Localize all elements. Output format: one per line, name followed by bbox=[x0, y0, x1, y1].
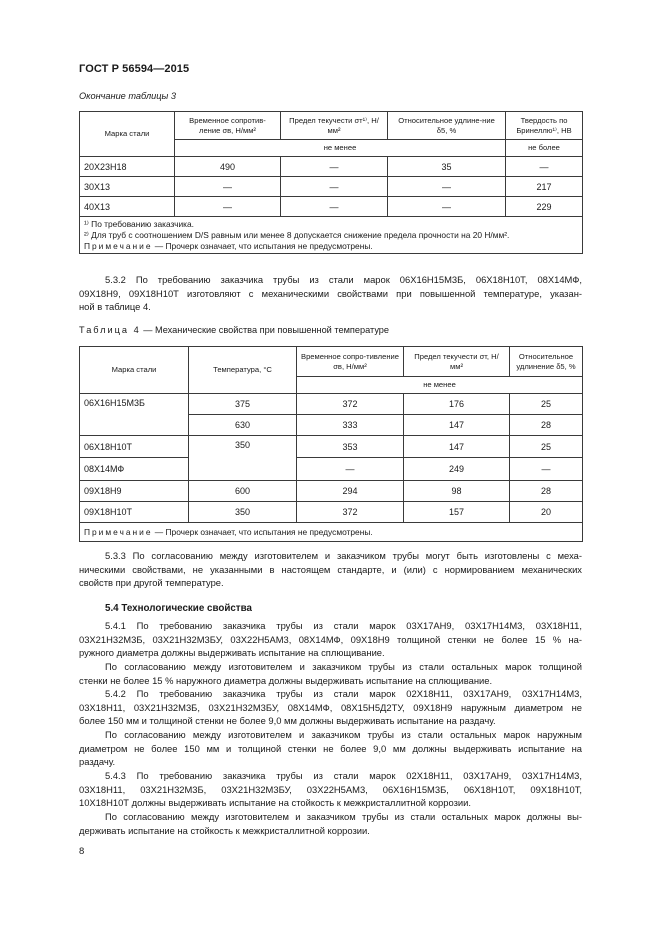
table3-header-elongation: Относительное удлине-ние δ5, % bbox=[388, 112, 506, 140]
cell-yield: 157 bbox=[404, 502, 510, 523]
paragraph-5-4-1-agreement bbox=[79, 660, 582, 687]
text-line: 5.4.2 По требованию заказчика трубы из стали марок 02Х18Н11, 03Х17АН9, 03Х17Н14М3, bbox=[105, 688, 582, 699]
text-line: По согласованию между изготовителем и заказчиком трубы из стали остальных марок наружным bbox=[105, 729, 582, 740]
cell-tensile: 333 bbox=[297, 415, 404, 436]
page-number: 8 bbox=[79, 846, 85, 857]
cell-temperature: 630 bbox=[189, 415, 297, 436]
cell-grade: 20Х23Н18 bbox=[80, 157, 175, 177]
table4-note bbox=[80, 523, 583, 542]
table4 bbox=[79, 346, 583, 542]
table3-header-grade: Марка стали bbox=[80, 112, 175, 157]
table-row bbox=[80, 197, 583, 217]
cell-elongation: 25 bbox=[510, 394, 583, 415]
table-row bbox=[80, 502, 583, 523]
table3-header-yield: Предел текучести σт¹⁾, Н/мм² bbox=[281, 112, 388, 140]
cell-temperature: 350 bbox=[189, 436, 297, 481]
text-line: 5.3.2 По требованию заказчика трубы из стали марок 06Х16Н15М3Б, 06Х18Н10Т, 08Х14МФ, bbox=[105, 274, 582, 285]
text-line: 5.4.3 По требованию заказчика трубы из стали марок 02Х18Н11, 03Х17АН9, 03Х17Н14М3, bbox=[105, 770, 582, 781]
cell-tensile: — bbox=[175, 177, 281, 197]
table-row bbox=[80, 177, 583, 197]
table3-note bbox=[84, 241, 578, 252]
note-text: — Прочерк означает, что испытания не предусмотрены. bbox=[152, 526, 373, 537]
cell-grade: 06Х16Н15М3Б bbox=[80, 394, 189, 436]
cell-grade: 09Х18Н9 bbox=[80, 481, 189, 502]
table3 bbox=[79, 111, 583, 254]
text-line: 5.3.3 По согласованию между изготовителем и заказчиком трубы могут быть изготовлены с меха- bbox=[105, 550, 582, 561]
cell-grade: 06Х18Н10Т bbox=[80, 436, 189, 458]
text-line: держивать испытание на стойкость к межкристаллитной коррозии. bbox=[79, 824, 370, 836]
table-row bbox=[80, 458, 583, 481]
cell-elongation: — bbox=[510, 458, 583, 481]
paragraph-5-4-1 bbox=[79, 619, 582, 660]
cell-yield: — bbox=[281, 177, 388, 197]
cell-tensile: 490 bbox=[175, 157, 281, 177]
text-line: 03Х21Н32М3Б, 03Х21Н32М3БУ, 03Х22Н5АМ3, 08Х14МФ, 09Х18Н9 толщиной стенки не более 15 % на- bbox=[79, 633, 582, 645]
paragraph-5-4-3 bbox=[79, 769, 582, 810]
table4-header-grade: Марка стали bbox=[80, 347, 189, 394]
text-line: 5.4.1 По требованию заказчика трубы из стали марок 03Х17АН9, 03Х17Н14М3, 03Х18Н11, bbox=[105, 620, 582, 631]
cell-elongation: 28 bbox=[510, 415, 583, 436]
note-text: — Прочерк означает, что испытания не предусмотрены. bbox=[152, 240, 373, 251]
cell-elongation: — bbox=[388, 177, 506, 197]
cell-tensile: 372 bbox=[297, 502, 404, 523]
paragraph-5-3-3 bbox=[79, 549, 582, 590]
cell-temperature: 600 bbox=[189, 481, 297, 502]
table4-caption bbox=[79, 325, 389, 335]
table3-caption: Окончание таблицы 3 bbox=[79, 91, 176, 101]
cell-yield: 147 bbox=[404, 436, 510, 458]
text-line: 09Х18Н9, 09Х18Н10Т изготовляют с механическими свойствами при повышенной температуре, указан- bbox=[79, 287, 582, 299]
table3-footnote-1: ¹⁾ По требованию заказчика. bbox=[84, 219, 194, 229]
table-row bbox=[80, 436, 583, 458]
paragraph-5-4-2 bbox=[79, 687, 582, 728]
cell-yield: 147 bbox=[404, 415, 510, 436]
cell-hardness: 229 bbox=[506, 197, 583, 217]
paragraph-5-4-3-agreement bbox=[79, 810, 582, 837]
note-label: Примечание bbox=[84, 526, 153, 537]
text-line: стенки не более 15 % наружного диаметра должны выдерживать испытание на сплющивание. bbox=[79, 674, 493, 686]
cell-hardness: 217 bbox=[506, 177, 583, 197]
cell-elongation: 25 bbox=[510, 436, 583, 458]
cell-tensile: 294 bbox=[297, 481, 404, 502]
cell-grade: 30Х13 bbox=[80, 177, 175, 197]
text-line: ническими свойствами, не указанными в настоящем стандарте, и (или) с нормированием механических bbox=[79, 563, 582, 575]
table4-caption-text: — Механические свойства при повышенной температуре bbox=[140, 325, 390, 335]
cell-yield: — bbox=[281, 197, 388, 217]
cell-tensile: 372 bbox=[297, 394, 404, 415]
text-line: более 150 мм и толщиной стенки не более 9,0 мм должны выдерживать испытание на раздачу. bbox=[79, 715, 496, 727]
text-line: 03Х18Н11, 03Х21Н32М3Б, 03Х21Н32М3БУ, 03Х22Н5АМ3, 06Х16Н15М3Б, 06Х18Н10Т, 09Х18Н10Т, bbox=[79, 783, 582, 795]
text-line: свойств при другой температуре. bbox=[79, 577, 224, 589]
table-row bbox=[80, 157, 583, 177]
cell-yield: 98 bbox=[404, 481, 510, 502]
text-line: ной в таблице 4. bbox=[79, 301, 151, 313]
table4-caption-label: Таблица 4 bbox=[79, 325, 141, 335]
cell-hardness: — bbox=[506, 157, 583, 177]
paragraph-5-3-2 bbox=[79, 273, 582, 314]
table4-header-elongation: Относительное удлинение δ5, % bbox=[510, 347, 583, 377]
text-line: диаметром не более 150 мм и толщиной стенки не более 9,0 мм должны выдерживать испытание на bbox=[79, 742, 582, 754]
cell-tensile: — bbox=[175, 197, 281, 217]
table4-header-tensile: Временное сопро-тивление σв, Н/мм² bbox=[297, 347, 404, 377]
cell-elongation: — bbox=[388, 197, 506, 217]
cell-tensile: 353 bbox=[297, 436, 404, 458]
table4-header-temperature: Температура, °С bbox=[189, 347, 297, 394]
cell-yield: 249 bbox=[404, 458, 510, 481]
table4-subheader-min: не менее bbox=[297, 377, 583, 394]
section-title-5-4: 5.4 Технологические свойства bbox=[105, 603, 252, 614]
table3-footnote-2: ²⁾ Для труб с соотношением D/S равным или менее 8 допускается снижение предела прочности на 20 Н/мм². bbox=[84, 229, 510, 240]
note-label: Примечание bbox=[84, 240, 153, 251]
cell-elongation: 35 bbox=[388, 157, 506, 177]
table3-subheader-max: не более bbox=[506, 140, 583, 157]
text-line: По согласованию между изготовителем и заказчиком трубы из стали остальных марок толщиной bbox=[105, 661, 582, 672]
paragraph-5-4-2-agreement bbox=[79, 728, 582, 769]
text-line: раздачу. bbox=[79, 756, 116, 768]
text-line: 10Х18Н10Т должны выдерживать испытание на стойкость к межкристаллитной коррозии. bbox=[79, 797, 471, 809]
cell-yield: 176 bbox=[404, 394, 510, 415]
text-line: По согласованию между изготовителем и заказчиком трубы из стали остальных марок должны вы- bbox=[105, 811, 582, 822]
cell-elongation: 20 bbox=[510, 502, 583, 523]
table3-subheader-min: не менее bbox=[175, 140, 506, 157]
text-line: ружного диаметра должны выдерживать испытание на сплющивание. bbox=[79, 647, 385, 659]
document-code: ГОСТ Р 56594—2015 bbox=[79, 63, 190, 75]
table4-header-yield: Предел текучести σт, Н/мм² bbox=[404, 347, 510, 377]
cell-grade: 40Х13 bbox=[80, 197, 175, 217]
table3-header-hardness: Твердость по Бринеллю¹⁾, НВ bbox=[506, 112, 583, 140]
cell-yield: — bbox=[281, 157, 388, 177]
cell-temperature: 375 bbox=[189, 394, 297, 415]
cell-grade: 09Х18Н10Т bbox=[80, 502, 189, 523]
cell-elongation: 28 bbox=[510, 481, 583, 502]
cell-grade: 08Х14МФ bbox=[80, 458, 189, 481]
table-row bbox=[80, 481, 583, 502]
text-line: 03Х18Н11, 03Х21Н32М3Б, 03Х21Н32М3БУ, 08Х14МФ, 08Х15Н5Д2ТУ, 09Х18Н9 наружным диаметром не bbox=[79, 701, 582, 713]
cell-tensile: — bbox=[297, 458, 404, 481]
table3-header-tensile: Временное сопротив-ление σв, Н/мм² bbox=[175, 112, 281, 140]
table3-notes bbox=[80, 217, 583, 254]
cell-temperature: 350 bbox=[189, 502, 297, 523]
table-row bbox=[80, 394, 583, 415]
